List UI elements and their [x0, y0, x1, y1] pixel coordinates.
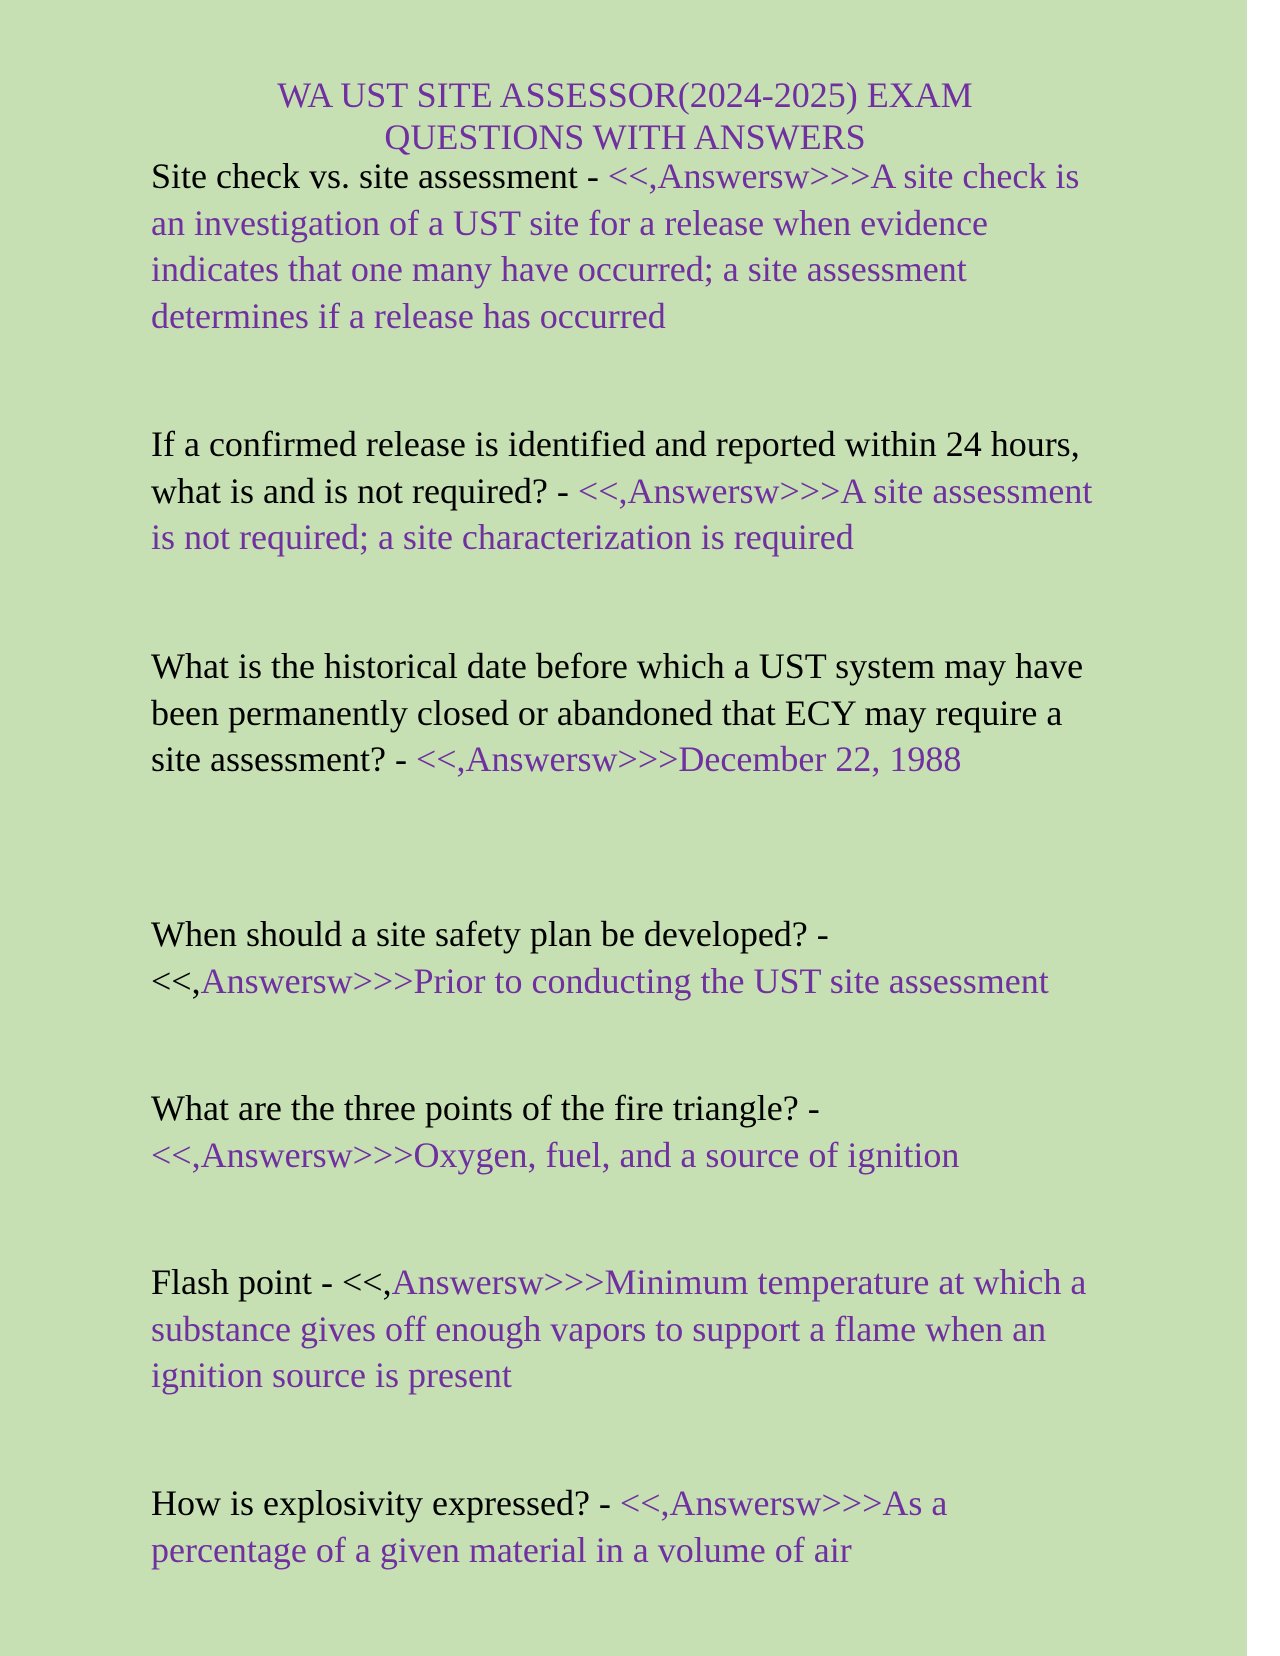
document-title [150, 74, 1100, 158]
answer-text: <<,Answersw>>>A site assessment is not required; a site characterization is required [151, 470, 1093, 557]
answer-text: <<,Answersw>>>A site check is an investigation of a UST site for a release when evidence indicates that one many have occurred; a site assessment determines if a release has occurred [151, 156, 1080, 336]
answer-text: <<,Answersw>>>December 22, 1988 [415, 739, 962, 779]
question-text: What are the three points of the fire triangle? - [151, 1088, 820, 1128]
qa-item-5 [151, 1085, 1111, 1178]
qa-item-6 [151, 1259, 1111, 1399]
question-text: What is the historical date before which a UST system may have been permanently closed or abandoned that ECY may require a site assessment? - [151, 646, 1084, 779]
question-text: If a confirmed release is identified and reported within 24 hours, what is and is not required? - [151, 424, 1080, 511]
question-text: When should a site safety plan be developed? - <<, [151, 914, 829, 1001]
answer-text: <<,Answersw>>>Oxygen, fuel, and a source of ignition [151, 1134, 960, 1175]
answer-text: Answersw>>>Minimum temperature at which a substance gives off enough vapors to support a flame when an ignition source is present [151, 1262, 1087, 1395]
question-text: Site check vs. site assessment - [151, 156, 608, 196]
qa-item-7 [151, 1480, 1111, 1573]
title-line-2: QUESTIONS WITH ANSWERS [384, 117, 866, 157]
title-line-1: WA UST SITE ASSESSOR(2024-2025) EXAM [277, 75, 973, 115]
qa-item-1 [151, 153, 1111, 339]
answer-text: Answersw>>>Prior to conducting the UST site assessment [200, 960, 1049, 1001]
question-text: Flash point - <<, [151, 1262, 392, 1302]
qa-item-4 [151, 911, 1111, 1004]
qa-item-3 [151, 643, 1111, 783]
qa-item-2 [151, 421, 1111, 561]
answer-text: <<,Answersw>>>As a percentage of a given material in a volume of air [151, 1483, 948, 1570]
question-text: How is explosivity expressed? - [151, 1483, 620, 1523]
